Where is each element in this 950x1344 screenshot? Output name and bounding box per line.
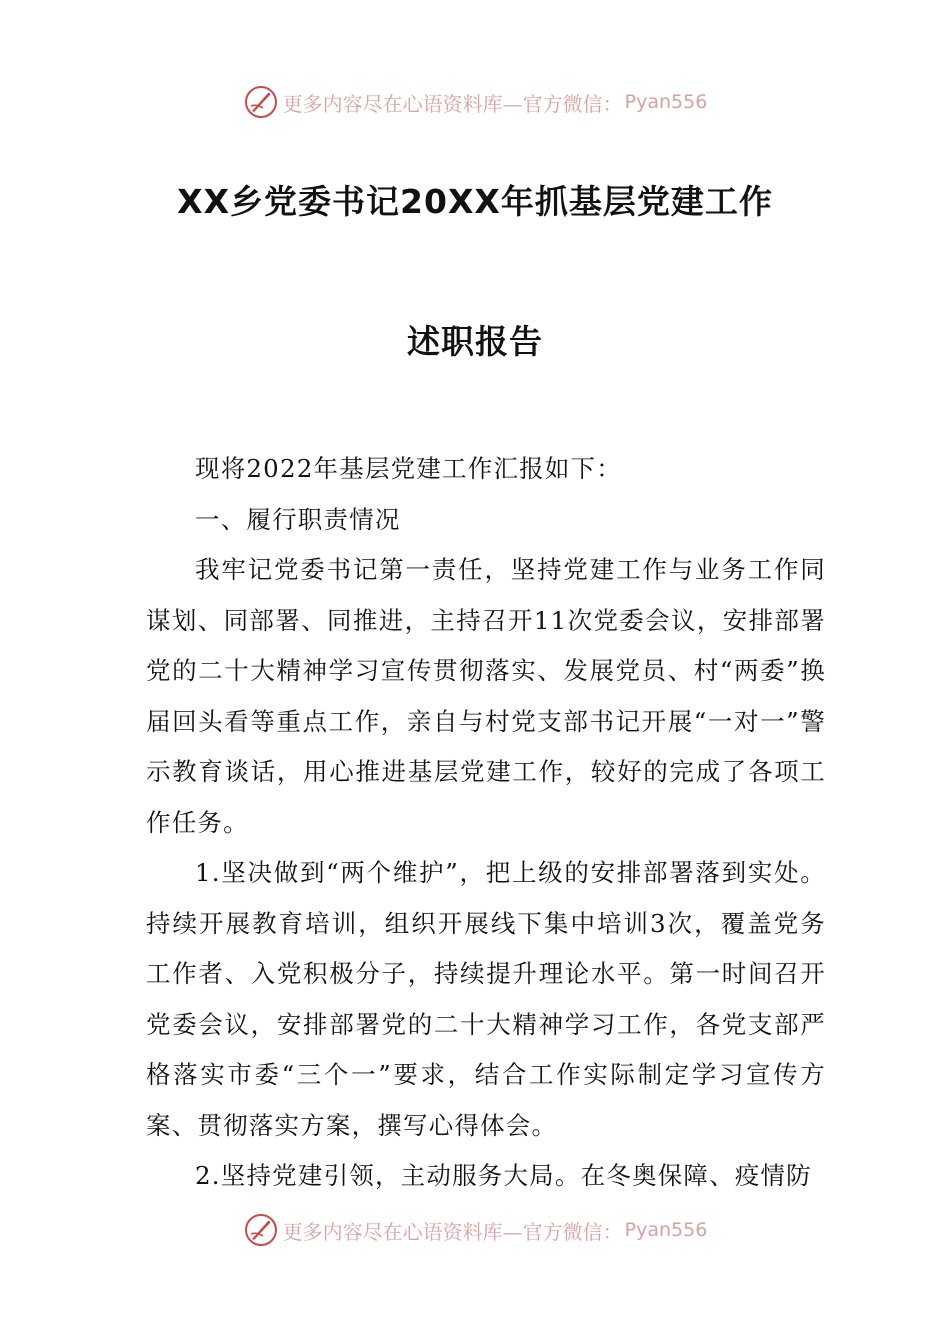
body-paragraph: 2.坚持党建引领，主动服务大局。在冬奥保障、疫情防 [195, 1161, 812, 1190]
watermark-wechat-id: Pyan556 [624, 91, 708, 113]
body-paragraph: 我牢记党委书记第一责任，坚持党建工作与业务工作同谋划、同部署、同推进，主持召开11次党委会议，安排部署党的二十大精神学习宣传贯彻落实、发展党员、村“两委”换届回头看等重点工作，亲自与村党支部书记开展“一对一”警示教育谈话，用心推进基层党建工作，较好的完成了各项工作任务。 [146, 555, 826, 837]
body-paragraph: 1.坚决做到“两个维护”，把上级的安排部署落到实处。持续开展教育培训，组织开展线下集中培训3次，覆盖党务工作者、入党积极分子，持续提升理论水平。第一时间召开党委会议，安排部署党的二十大精神学习工作，各党支部严格落实市委“三个一”要求，结合工作实际制定学习宣传方案、贯彻落实方案，撰写心得体会。 [146, 858, 826, 1140]
body-paragraph-intro: 现将2022年基层党建工作汇报如下： [195, 454, 622, 483]
quill-logo-icon [243, 1212, 279, 1248]
watermark-text: 更多内容尽在心语资料库—官方微信： [282, 91, 623, 116]
footer-watermark [0, 1210, 950, 1250]
document-title-line2: 述职报告 [407, 322, 543, 361]
watermark-text: 更多内容尽在心语资料库—官方微信： [282, 1219, 623, 1244]
section-heading: 一、履行职责情况 [195, 504, 401, 534]
watermark-wechat-id: Pyan556 [624, 1219, 708, 1241]
quill-logo-icon [243, 84, 279, 120]
header-watermark [0, 82, 950, 122]
document-title-line1: XX乡党委书记20XX年抓基层党建工作 [177, 182, 773, 221]
document-body [146, 444, 826, 1202]
